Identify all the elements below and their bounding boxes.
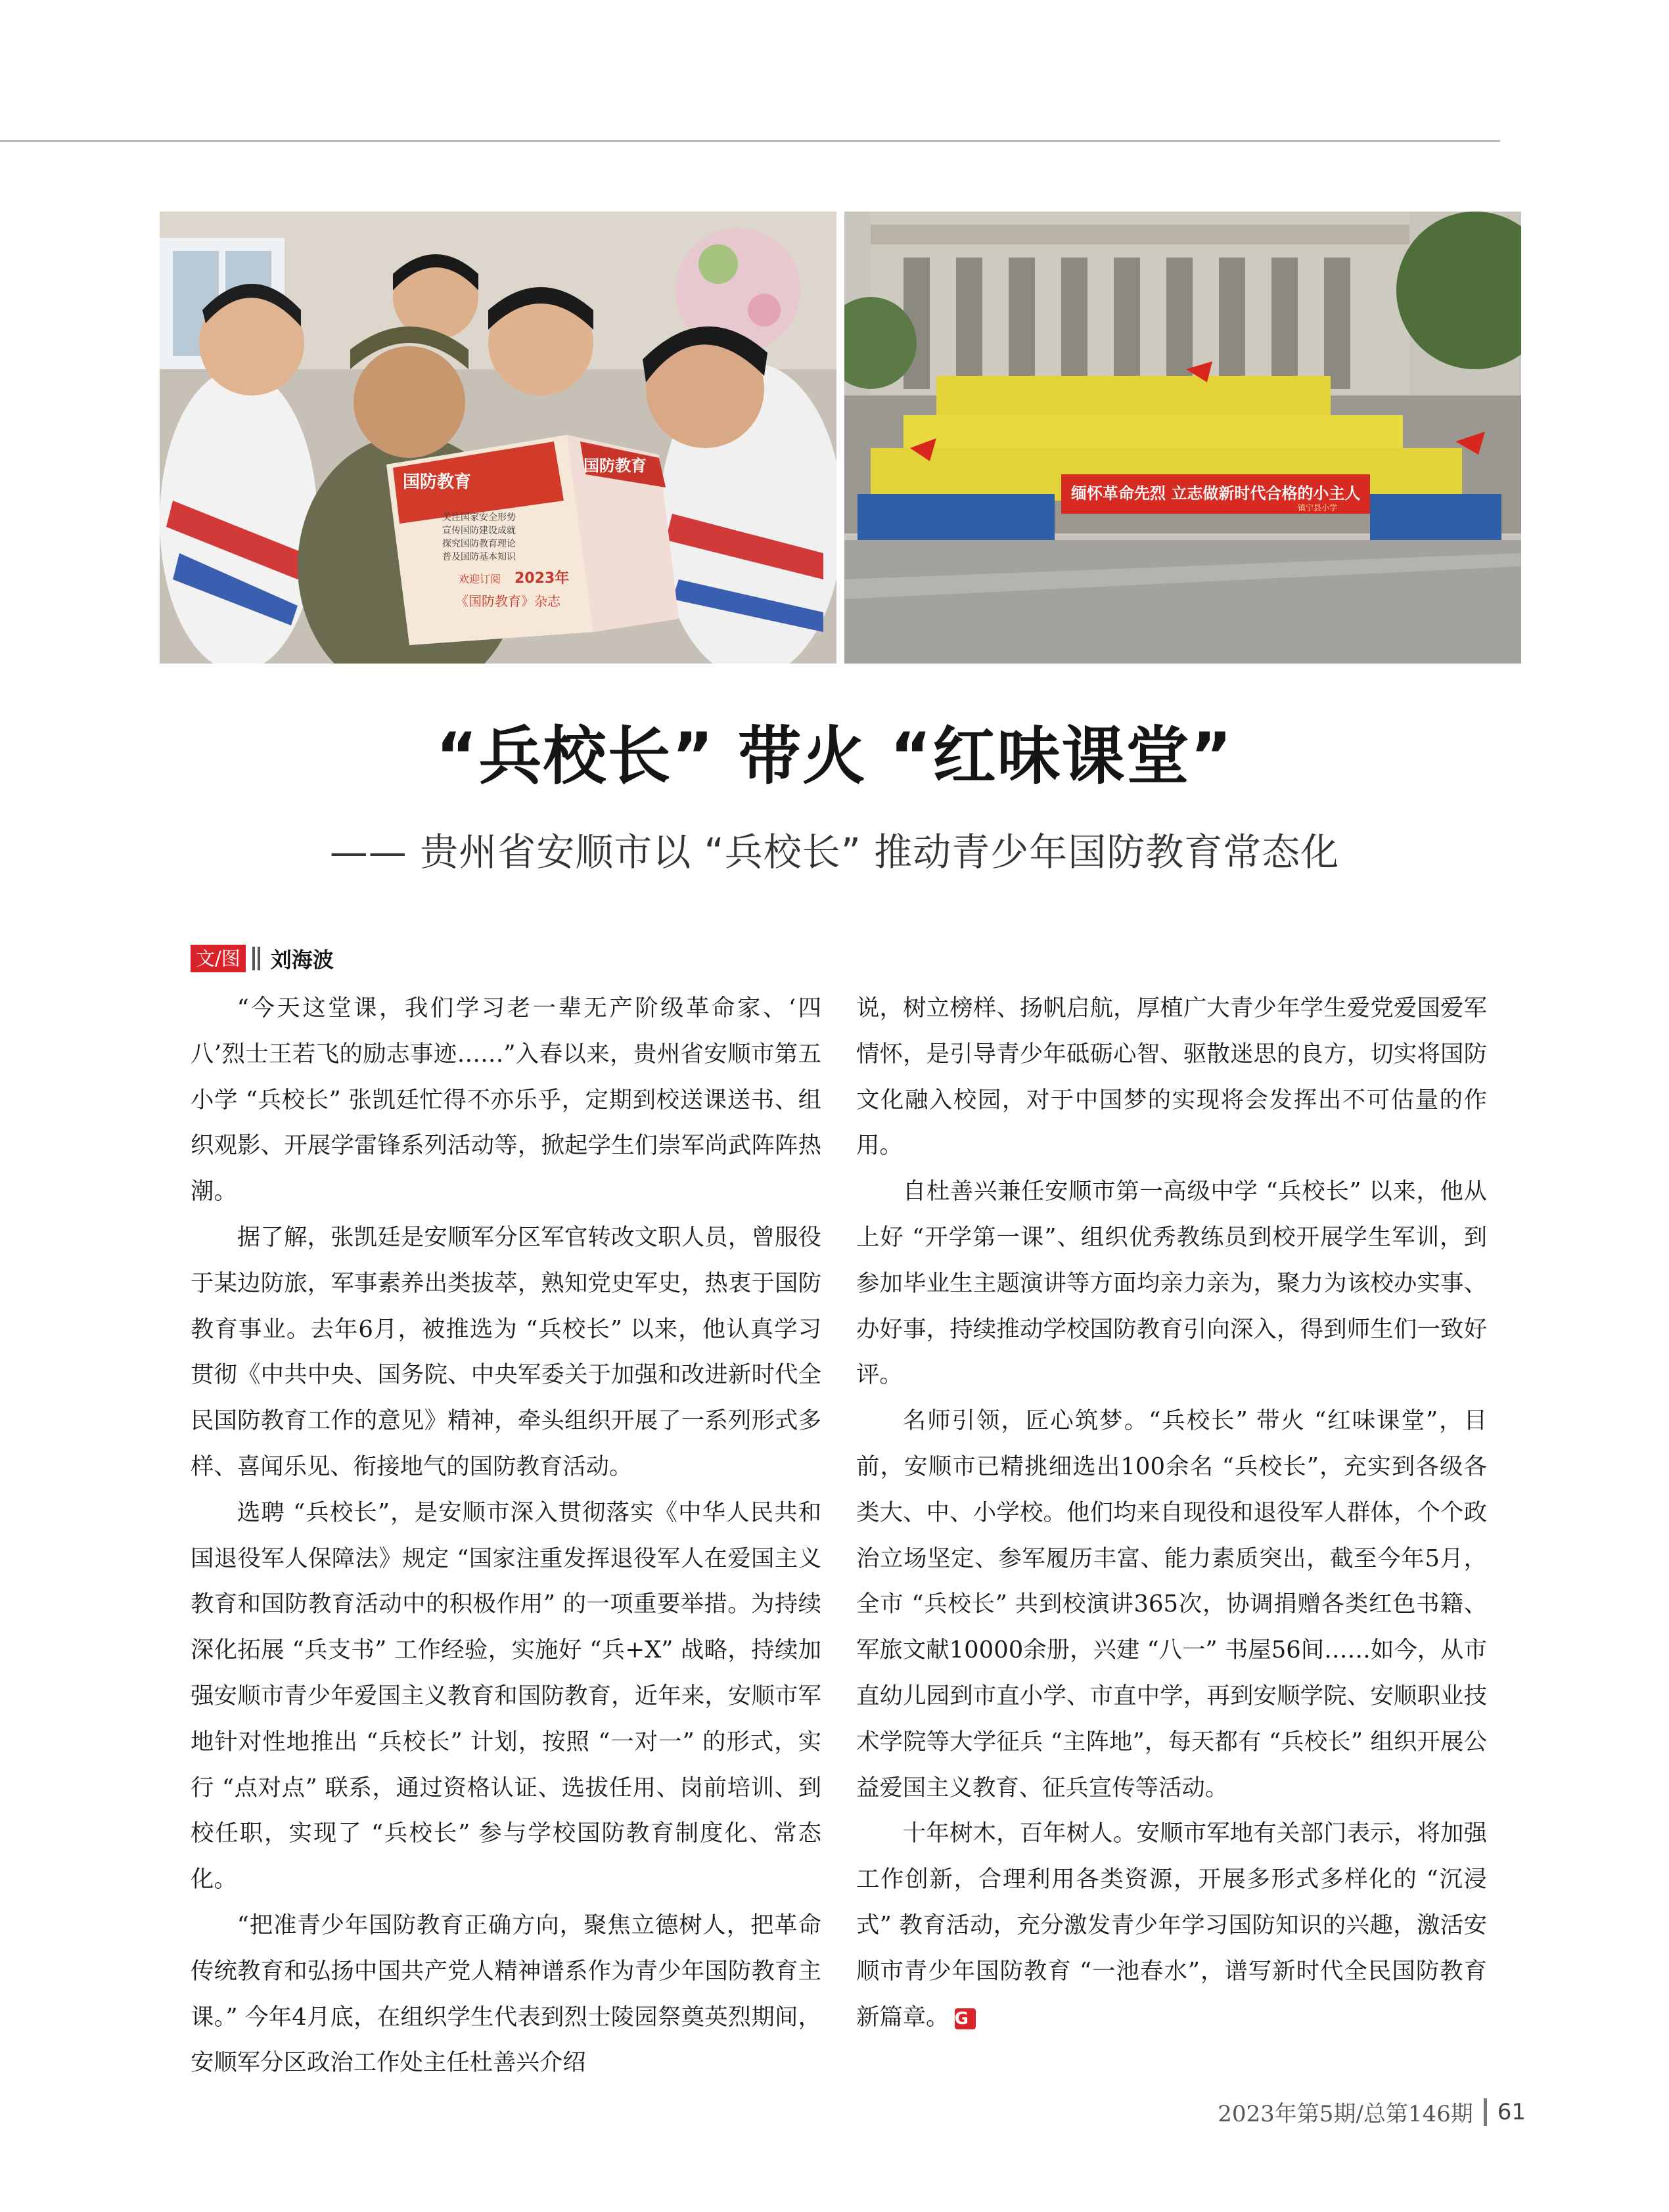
photo-students-with-banner [844,212,1521,664]
magazine-subscribe: 欢迎订阅 [459,573,501,585]
end-mark-icon: G [955,2008,976,2029]
paragraph: 选聘 “兵校长”，是安顺市深入贯彻落实《中华人民共和国退役军人保障法》规定 “国家注重发挥退役军人在爱国主义教育和国防教育活动中的积极作用” 的一项重要举措。为持续深化拓展 “兵支书” 工作经验，实施好 “兵+X” 战略，持续加强安顺市青少年爱国主义教育和国防教育，近年来，安顺市军地针对性地推出 “兵校长” 计划，按照 “一对一” 的形式，实行 “点对点” 联系，通过资格认证、选拔任用、岗前培训、到校任职，实现了 “兵校长” 参与学校国防教育制度化、常态化。 [191,1499,821,1893]
paragraph: 自杜善兴兼任安顺市第一高级中学 “兵校长” 以来，他从上好 “开学第一课”、组织优秀教练员到校开展学生军训，到参加毕业生主题演讲等方面均亲力亲为，聚力为该校办实事、办好事，持续推动学校国防教育引向深入，得到师生们一致好评。 [856,1178,1487,1389]
body-column-right [856,985,1487,2040]
article-subtitle: —— 贵州省安顺市以 “兵校长” 推动青少年国防教育常态化 [329,830,1340,874]
byline [191,943,334,974]
magazine-name: 《国防教育》杂志 [455,593,560,609]
paragraph-continuation: 说，树立榜样、扬帆启航，厚植广大青少年学生爱党爱国爱军情怀，是引导青少年砥砺心智、驱散迷思的良方，切实将国防文化融入校园，对于中国梦的实现将会发挥出不可估量的作用。 [856,995,1487,1160]
banner-main-text: 缅怀革命先烈 立志做新时代合格的小主人 [1071,484,1361,503]
magazine-cover-line-4: 普及国防基本知识 [442,552,516,562]
header-rule [0,140,1500,142]
body-column-left [191,985,821,2086]
paragraph: “今天这堂课，我们学习老一辈无产阶级革命家、‘四八’烈士王若飞的励志事迹……”入春以来，贵州省安顺市第五小学 “兵校长” 张凯廷忙得不亦乐乎，定期到校送课送书、组织观影、开展学雷锋系列活动等，掀起学生们崇军尚武阵阵热潮。 [191,995,821,1206]
footer-divider [1484,2098,1487,2126]
photo-soldier-reading-with-students [160,212,836,664]
article-title: “兵校长” 带火 “红味课堂” [436,719,1233,793]
paragraph: “把准青少年国防教育正确方向，聚焦立德树人，把革命传统教育和弘扬中国共产党人精神谱系作为青少年国防教育主课。” 今年4月底，在组织学生代表到烈士陵园祭奠英烈期间，安顺军分区政治工作处主任杜善兴介绍 [191,1911,821,2077]
byline-divider [258,947,260,970]
page-footer [1218,2096,1526,2128]
byline-label: 文/图 [191,945,246,972]
magazine-cover-line-1: 关注国家安全形势 [442,512,516,523]
paragraph: 名师引领，匠心筑梦。“兵校长” 带火 “红味课堂”，目前，安顺市已精挑细选出100余名 “兵校长”，充实到各级各类大、中、小学校。他们均来自现役和退役军人群体，个个政治立场坚定、参军履历丰富、能力素质突出，截至今年5月，全市 “兵校长” 共到校演讲365次，协调捐赠各类红色书籍、军旅文献10000余册，兴建 “八一” 书屋56间……如今，从市直幼儿园到市直小学、市直中学，再到安顺学院、安顺职业技术学院等大学征兵 “主阵地”，每天都有 “兵校长” 组织开展公益爱国主义教育、征兵宣传等活动。 [856,1407,1487,1801]
magazine-year: 2023年 [514,570,570,587]
paragraph-final [856,1811,1487,2040]
paragraph-text: 十年树木，百年树人。安顺市军地有关部门表示，将加强工作创新，合理利用各类资源，开展多形式多样化的 “沉浸式” 教育活动，充分激发青少年学习国防知识的兴趣，激活安顺市青少年国防教育 “一池春水”，谱写新时代全民国防教育新篇章。 [856,1820,1487,2031]
issue-info: 2023年第5期/总第146期 [1218,2101,1473,2127]
magazine-masthead-right: 国防教育 [583,457,647,475]
author-name: 刘海波 [270,947,334,972]
magazine-cover-line-2: 宣传国防建设成就 [442,526,516,536]
magazine-masthead: 国防教育 [403,472,472,492]
page-number: 61 [1497,2098,1526,2125]
magazine-cover-line-3: 探究国防教育理论 [442,539,516,549]
banner-school-text: 镇宁县小学 [1298,503,1338,512]
byline-divider [252,947,255,970]
paragraph: 据了解，张凯廷是安顺军分区军官转改文职人员，曾服役于某边防旅，军事素养出类拔萃，熟知党史军史，热衷于国防教育事业。去年6月，被推选为 “兵校长” 以来，他认真学习贯彻《中共中央、国务院、中央军委关于加强和改进新时代全民国防教育工作的意见》精神，牵头组织开展了一系列形式多样、喜闻乐见、衔接地气的国防教育活动。 [191,1223,821,1480]
